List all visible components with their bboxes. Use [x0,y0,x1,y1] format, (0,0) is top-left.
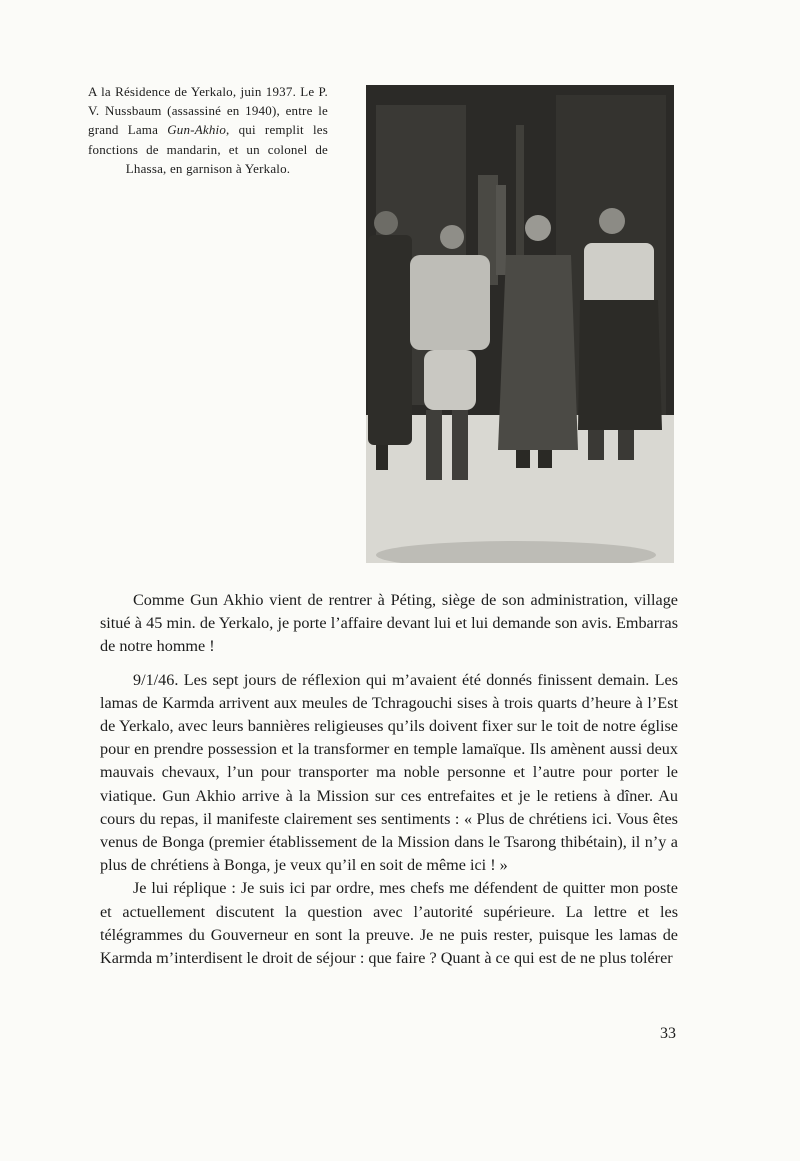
paragraph: Je lui réplique : Je suis ici par ordre, mes chefs me défendent de quitter mon poste et actuellement discutent la question avec l’autorité supérieure. La lettre et les télégrammes du Gouverneur en sont la preuve. Je ne puis rester, puisque les lamas de Karmda m’interdisent le droit de séjour : que faire ? Quant à ce qui est de ne plus tolérer [100,879,678,968]
paragraph: 9/1/46. Les sept jours de réflexion qui m’avaient été donnés finissent demain. Les lamas de Karmda arrivent aux meules de Tchragouchi sises à trois quarts d’heure à l’Est de Yerkalo, avec leurs bannières religieuses qu’ils doivent fixer sur le toit de notre église pour en prendre possession et la transformer en temple lamaïque. Ils amènent aussi deux mauvais chevaux, l’un pour transporter ma noble personne et l’autre pour porter le viatique. Gun Akhio arrive à la Mission sur ces entrefaites et je le retiens à dîner. Au cours du repas, il manifeste clairement ses sentiments : « Plus de chrétiens ici. Vous êtes venus de Bonga (premier établissement de la Mission dans le Tsarong thibétain), il n’y a plus de chrétiens à Bonga, je veux qu’il en soit de même ici ! » [100,670,678,875]
caption-text-end: , qui remplit les fonctions de mandarin, et un colonel de Lhassa, en garnison à Yerkalo. [88,122,328,176]
group-photograph [366,85,674,563]
caption-lama-name: Gun-Akhio [167,122,227,138]
body-text [100,589,678,970]
paragraph: Comme Gun Akhio vient de rentrer à Péting, siège de son administration, village situé à 45 min. de Yerkalo, je porte l’affaire devant lui et lui demande son avis. Embarras de notre homme ! [100,591,678,656]
photo-illustration [366,85,674,563]
photo-caption [88,82,328,178]
page-number: 33 [660,1025,676,1042]
caption-text-start: A la Résidence de Yerkalo, juin 1937. Le P. V. Nussbaum (assassiné en 1940), entre le grand Lama [88,84,328,138]
